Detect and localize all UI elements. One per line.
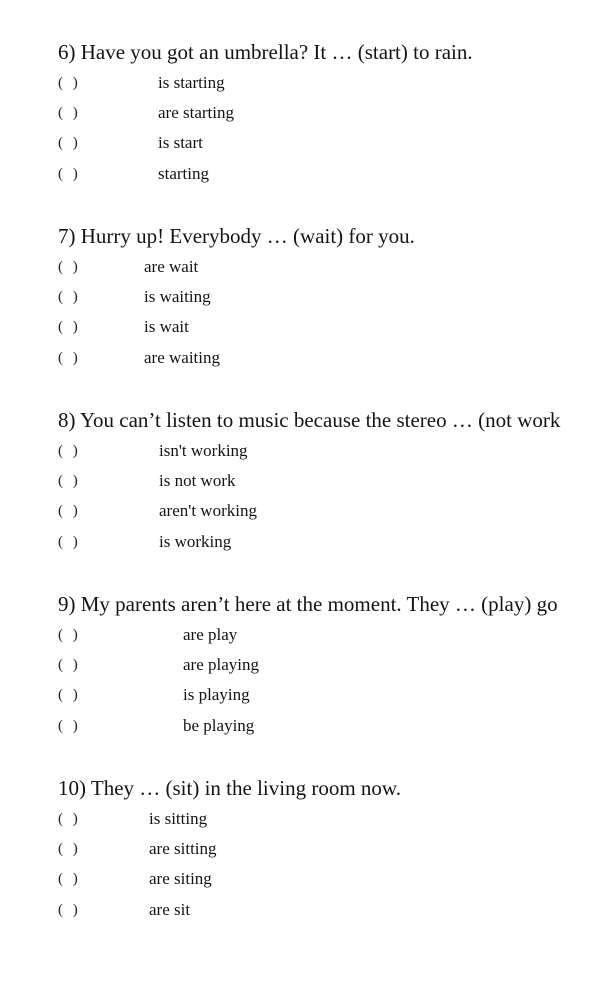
- question-9-text: 9) My parents aren’t here at the moment. They … (play) go: [58, 592, 558, 616]
- question-7: [58, 224, 600, 377]
- option-label[interactable]: is playing: [183, 685, 250, 705]
- option-9a[interactable]: [58, 624, 600, 654]
- option-9c[interactable]: [58, 684, 600, 714]
- option-label[interactable]: are sit: [149, 899, 191, 919]
- option-10d[interactable]: [58, 899, 600, 929]
- answer-radio[interactable]: ( ): [58, 533, 81, 550]
- option-label[interactable]: starting: [158, 163, 209, 183]
- option-label[interactable]: are wait: [144, 257, 199, 276]
- option-6a[interactable]: [58, 72, 600, 102]
- question-8-options: [58, 440, 600, 561]
- question-7-options: [58, 256, 600, 377]
- option-10c[interactable]: [58, 868, 600, 898]
- option-label[interactable]: is sitting: [149, 809, 208, 828]
- question-6-options: [58, 72, 600, 193]
- question-10-text: 10) They … (sit) in the living room now.: [58, 776, 401, 800]
- option-7c[interactable]: [58, 316, 600, 346]
- option-6d[interactable]: [58, 163, 600, 193]
- option-label[interactable]: is wait: [144, 317, 189, 337]
- answer-radio[interactable]: ( ): [58, 657, 81, 674]
- question-8: [58, 408, 600, 561]
- option-8c[interactable]: [58, 500, 600, 530]
- option-label[interactable]: is start: [158, 133, 203, 153]
- answer-radio[interactable]: ( ): [58, 717, 81, 734]
- option-label[interactable]: be playing: [183, 715, 255, 735]
- option-label[interactable]: isn't working: [159, 441, 248, 460]
- answer-radio[interactable]: ( ): [58, 841, 81, 858]
- option-6b[interactable]: [58, 102, 600, 132]
- answer-radio[interactable]: ( ): [58, 443, 81, 459]
- answer-radio[interactable]: ( ): [58, 319, 81, 336]
- option-label[interactable]: is starting: [158, 73, 225, 92]
- option-label[interactable]: are siting: [149, 869, 212, 889]
- option-10b[interactable]: [58, 838, 600, 868]
- answer-radio[interactable]: ( ): [58, 289, 81, 306]
- option-10a[interactable]: [58, 808, 600, 838]
- answer-radio[interactable]: ( ): [58, 165, 81, 182]
- answer-radio[interactable]: ( ): [58, 75, 81, 91]
- question-9: [58, 592, 600, 745]
- option-9b[interactable]: [58, 654, 600, 684]
- option-label[interactable]: are playing: [183, 655, 259, 675]
- answer-radio[interactable]: ( ): [58, 503, 81, 520]
- answer-radio[interactable]: ( ): [58, 135, 81, 152]
- question-6-text: 6) Have you got an umbrella? It … (start) to rain.: [58, 40, 473, 64]
- answer-radio[interactable]: ( ): [58, 871, 81, 888]
- option-8a[interactable]: [58, 440, 600, 470]
- option-9d[interactable]: [58, 715, 600, 745]
- option-7b[interactable]: [58, 286, 600, 316]
- question-9-options: [58, 624, 600, 745]
- option-6c[interactable]: [58, 132, 600, 162]
- answer-radio[interactable]: ( ): [58, 901, 81, 918]
- option-label[interactable]: is working: [159, 531, 232, 551]
- answer-radio[interactable]: ( ): [58, 105, 81, 122]
- option-label[interactable]: are sitting: [149, 839, 217, 859]
- question-6: [58, 40, 600, 193]
- answer-radio[interactable]: ( ): [58, 259, 81, 275]
- answer-radio[interactable]: ( ): [58, 627, 81, 643]
- question-10-options: [58, 808, 600, 929]
- option-8d[interactable]: [58, 531, 600, 561]
- option-label[interactable]: are play: [183, 625, 238, 644]
- option-8b[interactable]: [58, 470, 600, 500]
- option-label[interactable]: are waiting: [144, 347, 220, 367]
- option-7d[interactable]: [58, 347, 600, 377]
- option-7a[interactable]: [58, 256, 600, 286]
- answer-radio[interactable]: ( ): [58, 349, 81, 366]
- answer-radio[interactable]: ( ): [58, 687, 81, 704]
- question-10: [58, 776, 600, 929]
- answer-radio[interactable]: ( ): [58, 473, 81, 490]
- question-8-text: 8) You can’t listen to music because the stereo … (not work: [58, 408, 561, 432]
- option-label[interactable]: are starting: [158, 103, 234, 123]
- answer-radio[interactable]: ( ): [58, 811, 81, 827]
- option-label[interactable]: is not work: [159, 471, 236, 491]
- option-label[interactable]: is waiting: [144, 287, 211, 307]
- option-label[interactable]: aren't working: [159, 501, 257, 521]
- question-7-text: 7) Hurry up! Everybody … (wait) for you.: [58, 224, 415, 248]
